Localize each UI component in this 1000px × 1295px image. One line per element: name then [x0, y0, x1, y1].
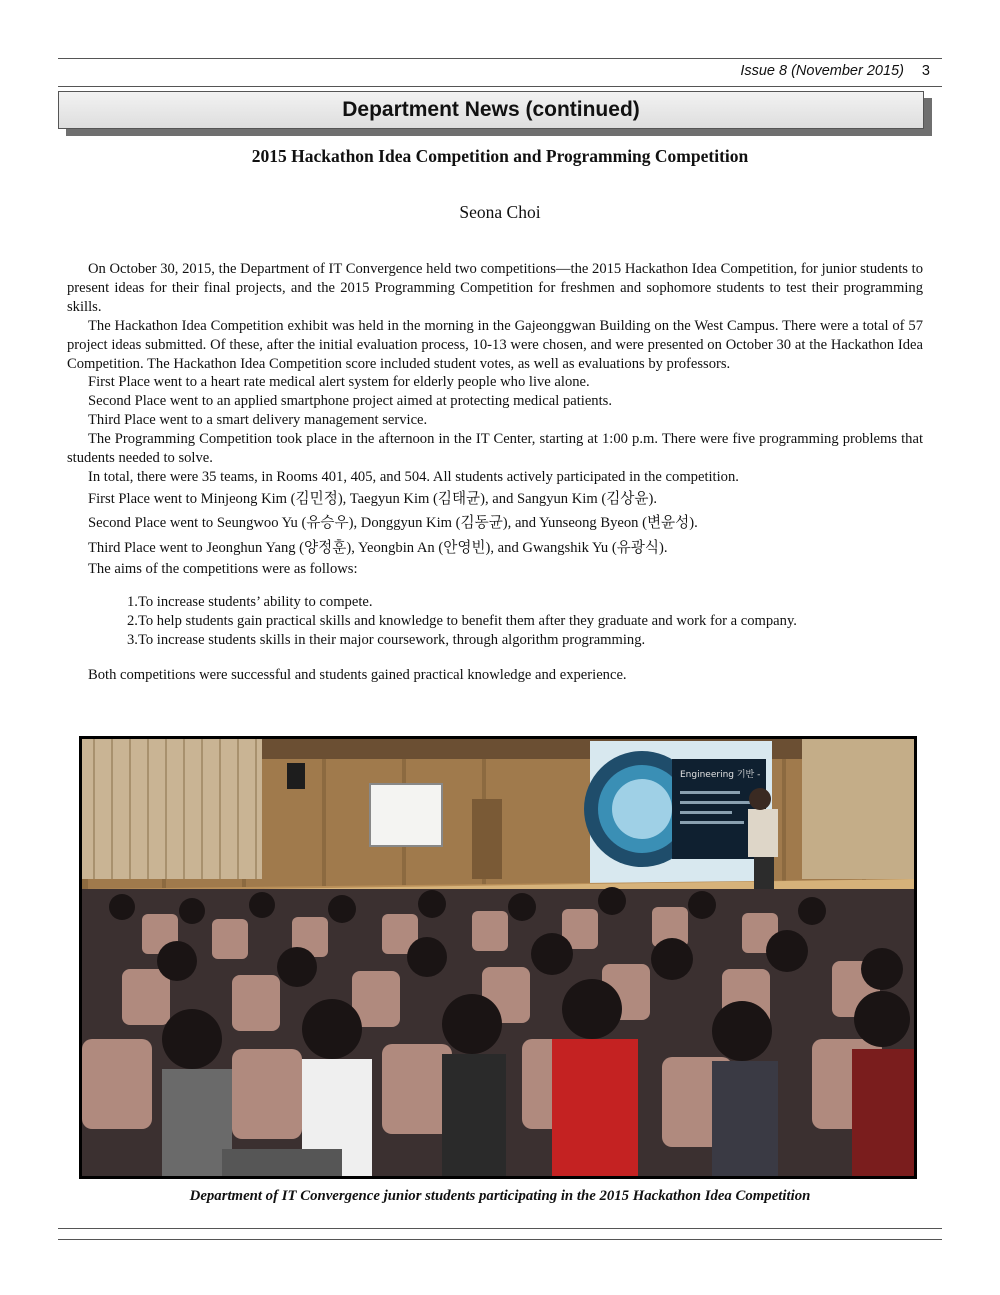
- article-title: 2015 Hackathon Idea Competition and Programming Competition: [251, 146, 749, 166]
- section-banner: Department News (continued): [58, 91, 924, 129]
- aim-item: 3.To increase students skills in their major coursework, through algorithm programming.: [127, 632, 646, 649]
- paragraph: The Hackathon Idea Competition exhibit was held in the morning in the Gajeonggwan Building on the West Campus. There were a total of 57 project ideas submitted. Of these, after the initial evaluation process, 10-13 were chosen, and were presented on October 30 at the Hackathon Idea Competition. The Hackathon Idea Competition score included student votes, as well as evaluations by professors.: [67, 317, 923, 372]
- page-number: 3: [921, 63, 930, 79]
- aim-item: 1.To increase students’ ability to compete.: [127, 594, 373, 611]
- paragraph: Second Place went to an applied smartphone project aimed at protecting medical patients.: [88, 393, 612, 410]
- aims-list: [67, 593, 923, 650]
- aim-item: 2.To help students gain practical skills and knowledge to benefit them after they graduate and work for a company.: [127, 613, 797, 630]
- paragraph: On October 30, 2015, the Department of IT Convergence held two competitions—the 2015 Hackathon Idea Competition, for junior students to present ideas for their final projects, and the 2015 Programming Competition for freshmen and sophomore students to test their programming skills.: [67, 261, 923, 315]
- paragraph: In total, there were 35 teams, in Rooms 401, 405, and 504. All students actively participated in the competition.: [88, 468, 739, 485]
- winners-third: Third Place went to Jeonghun Yang (양정훈), Yeongbin An (안영빈), and Gwangshik Yu (유광식).: [88, 539, 668, 556]
- header-rule: [58, 86, 942, 87]
- winners-first: First Place went to Minjeong Kim (김민정), Taegyun Kim (김태균), and Sangyun Kim (김상윤).: [88, 490, 658, 507]
- paragraph: The Programming Competition took place in the afternoon in the IT Center, starting at 1:00 p.m. There were five programming problems that students needed to solve.: [67, 431, 923, 467]
- article-author: Seona Choi: [459, 202, 541, 222]
- paragraph: First Place went to a heart rate medical alert system for elderly people who live alone.: [88, 374, 590, 391]
- footer-rule-top: [58, 1228, 942, 1229]
- winners-second: Second Place went to Seungwoo Yu (유승우), Donggyun Kim (김동균), and Yunseong Byeon (변윤성).: [88, 515, 698, 532]
- conclusion: Both competitions were successful and students gained practical knowledge and experience.: [88, 667, 627, 684]
- top-rule: [58, 58, 942, 59]
- running-header: [58, 63, 942, 85]
- screen-text: Engineering 기반 -: [680, 770, 761, 780]
- article-body: [67, 260, 923, 685]
- footer-rule-bottom: [58, 1239, 942, 1240]
- photo-caption: Department of IT Convergence junior students participating in the 2015 Hackathon Idea Competition: [189, 1188, 811, 1204]
- paragraph: Third Place went to a smart delivery management service.: [88, 412, 428, 429]
- event-photo: [79, 736, 917, 1179]
- aims-intro: The aims of the competitions were as follows:: [88, 561, 358, 578]
- issue-label: Issue 8 (November 2015): [740, 63, 904, 79]
